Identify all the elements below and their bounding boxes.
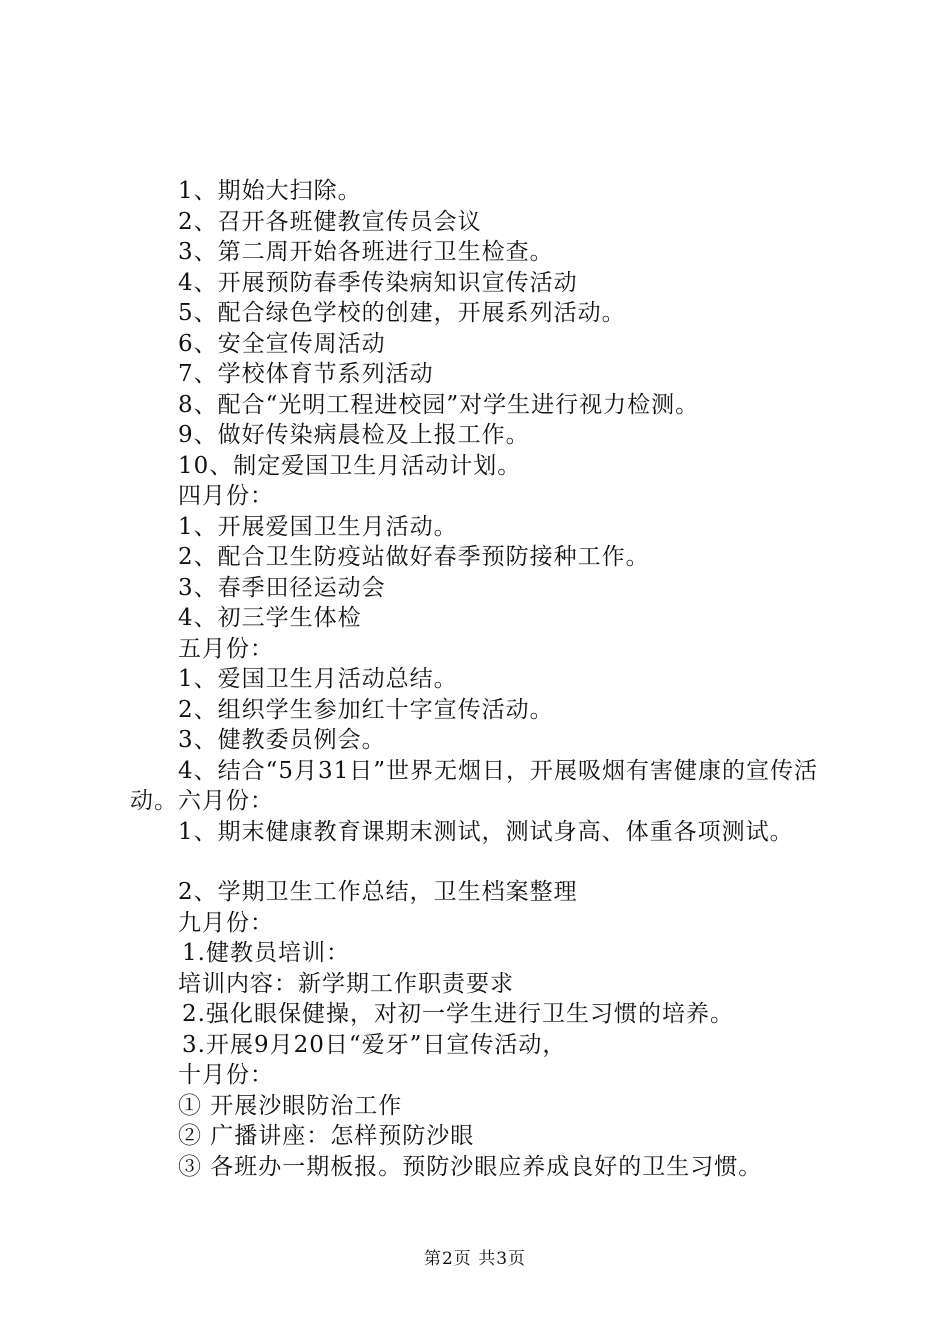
month-heading-april: 四月份： — [178, 483, 274, 509]
text-line: 培训内容：新学期工作职责要求 — [178, 970, 514, 997]
text-line: 1、期始大扫除。 — [178, 178, 362, 204]
text-line: 2、召开各班健教宣传员会议 — [178, 208, 482, 235]
text-line: 1、期末健康教育课期末测试，测试身高、体重各项测试。 — [178, 818, 794, 845]
text-line: 5、配合绿色学校的创建，开展系列活动。 — [178, 300, 626, 326]
month-heading-may: 五月份： — [178, 635, 274, 662]
text-line: 6、安全宣传周活动 — [178, 330, 386, 357]
text-line: ③ 各班办一期板报。预防沙眼应养成良好的卫生习惯。 — [178, 1153, 763, 1180]
text-line: 8、配合“光明工程进校园”对学生进行视力检测。 — [178, 391, 700, 418]
text-line: 1、开展爱国卫生月活动。 — [178, 513, 458, 540]
text-line: 4、初三学生体检 — [178, 605, 362, 631]
text-line: 1.健教员培训： — [182, 940, 350, 966]
text-line: 2、配合卫生防疫站做好春季预防接种工作。 — [178, 544, 650, 570]
page-footer: 第2页 共3页 — [423, 1249, 527, 1269]
text-line: 3、健教委员例会。 — [178, 727, 386, 753]
text-line: 9、做好传染病晨检及上报工作。 — [178, 422, 530, 448]
text-line: 3、第二周开始各班进行卫生检查。 — [178, 239, 554, 265]
text-line: 2、学期卫生工作总结，卫生档案整理 — [178, 879, 578, 905]
text-line: 2.强化眼保健操，对初一学生进行卫生习惯的培养。 — [182, 1001, 734, 1027]
document-body — [130, 176, 830, 1182]
text-line: 10、制定爱国卫生月活动计划。 — [178, 452, 522, 479]
text-line: ① 开展沙眼防治工作 — [178, 1092, 403, 1119]
text-line: 2、组织学生参加红十字宣传活动。 — [178, 696, 554, 723]
text-line: 1、爱国卫生月活动总结。 — [178, 666, 458, 692]
month-heading-september: 九月份： — [178, 909, 274, 936]
text-line: 7、学校体育节系列活动 — [178, 361, 434, 387]
text-line: 3.开展9月20日“爱牙”日宣传活动， — [182, 1031, 567, 1058]
text-line: ② 广播讲座：怎样预防沙眼 — [178, 1123, 475, 1149]
blank-line — [130, 847, 830, 877]
text-line: 3、春季田径运动会 — [178, 574, 386, 601]
month-heading-october: 十月份： — [178, 1062, 274, 1088]
wrapped-paragraph: 4、结合“5月31日”世界无烟日，开展吸烟有害健康的宣传活动。六月份： — [130, 757, 819, 814]
text-line: 4、开展预防春季传染病知识宣传活动 — [178, 269, 578, 296]
